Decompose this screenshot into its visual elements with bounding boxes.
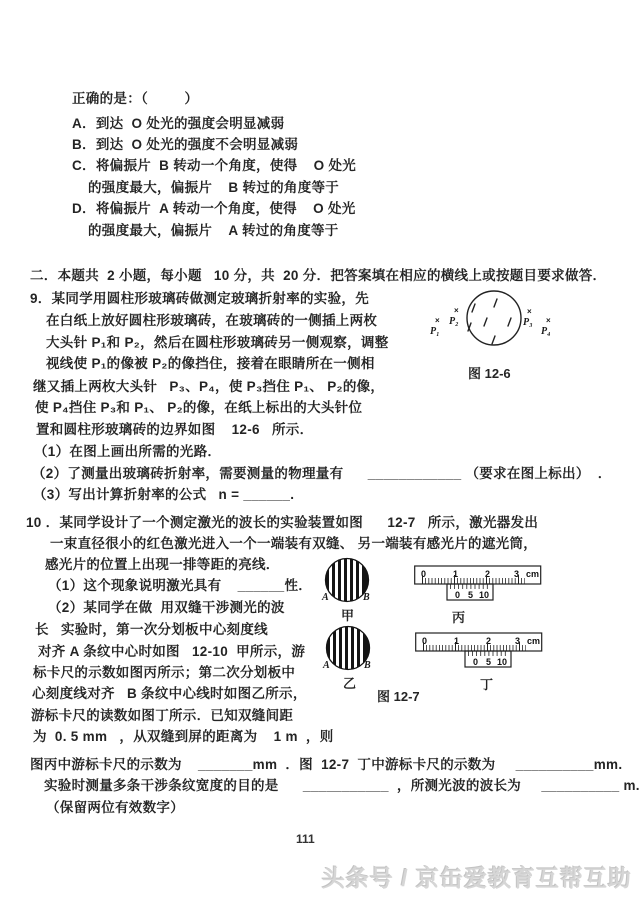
vernier-number: 5 xyxy=(486,657,492,667)
ruler-unit: cm xyxy=(526,569,540,579)
q9-line-2: 在白纸上放好圆柱形玻璃砖，在玻璃砖的一侧插上两枚 xyxy=(46,313,378,328)
figure-bing-caption: 丙 xyxy=(452,610,466,625)
q10-left-line-4: 标卡尺的示数如图丙所示；第二次分划板中 xyxy=(33,665,296,680)
q9-item-1: （1）在图上画出所需的光路． xyxy=(34,444,222,459)
pin-cross-icon: × xyxy=(435,316,440,325)
pin-label-p4: P₄ xyxy=(541,326,551,337)
q10-item-1: （1）这个现象说明激光具有 ______性． xyxy=(48,578,313,593)
q8-option-b: B．到达 O 处光的强度不会明显减弱 xyxy=(72,137,299,152)
q10-tail-line-2: 实验时测量多条干涉条纹宽度的目的是 ___________ ，所测光波的波长为 __________ m. xyxy=(44,778,640,793)
vernier-caliper-ding xyxy=(415,632,545,672)
q8-option-c-line1: C．将偏振片 B 转动一个角度，使得 O 处光 xyxy=(72,158,357,173)
fringe-label-b: B xyxy=(363,592,370,603)
q10-left-line-6: 游标卡尺的读数如图丁所示．已知双缝间距 xyxy=(31,708,294,723)
q10-tail-line-1: 图丙中游标卡尺的示数为 _______mm ．图 12-7 丁中游标卡尺的示数为 __________mm. xyxy=(30,757,623,772)
q10-left-line-3: 对齐 A 条纹中心时如图 12-10 甲所示，游 xyxy=(38,644,306,659)
pin-label-p1: P₁ xyxy=(430,326,440,337)
q8-option-c-line2: 的强度最大，偏振片 B 转过的角度等于 xyxy=(88,180,340,195)
q9-line-4: 视线使 P₁的像被 P₂的像挡住，接着在眼睛所在一侧相 xyxy=(46,356,375,371)
figure-yi-caption: 乙 xyxy=(343,676,357,691)
q10-line-1: 10 ．某同学设计了一个测定激光的波长的实验装置如图 12-7 所示，激光器发出 xyxy=(26,515,539,530)
figure-12-7-caption: 图 12-7 xyxy=(377,689,420,704)
figure-12-6-glass-brick xyxy=(428,288,564,350)
figure-12-6-caption: 图 12-6 xyxy=(468,366,511,381)
fringe-label-a: A xyxy=(322,592,329,603)
q9-line-1: 9．某同学用圆柱形玻璃砖做测定玻璃折射率的实验，先 xyxy=(30,291,370,306)
figure-ding-caption: 丁 xyxy=(480,677,494,692)
vernier-number: 5 xyxy=(468,590,474,600)
figure-jia-caption: 甲 xyxy=(341,608,355,623)
vernier-number: 0 xyxy=(455,590,461,600)
ruler-number: 3 xyxy=(514,569,520,579)
q8-prompt: 正确的是：（ ） xyxy=(72,91,199,106)
q10-line-3: 感光片的位置上出现一排等距的亮线． xyxy=(45,557,280,572)
q9-item-3: （3）写出计算折射率的公式 n = ______. xyxy=(33,487,295,502)
ruler-number: 2 xyxy=(486,636,492,646)
q10-line-2: 一束直径很小的红色激光进入一个一端装有双缝、 另一端装有感光片的遮光筒， xyxy=(50,536,538,551)
q10-left-line-2: 长 实验时，第一次分划板中心刻度线 xyxy=(35,622,268,637)
vernier-caliper-bing xyxy=(414,565,544,605)
vernier-number: 10 xyxy=(497,657,508,667)
ruler-unit: cm xyxy=(527,636,541,646)
ruler-number: 3 xyxy=(515,636,521,646)
q10-left-line-1: （2）某同学在做 用双缝干涉测光的波 xyxy=(48,600,285,615)
pin-label-p3: P₃ xyxy=(523,317,533,328)
vernier-slider xyxy=(465,651,511,667)
vernier-slider xyxy=(447,584,493,600)
vernier-number: 0 xyxy=(473,657,479,667)
pin-cross-icon: × xyxy=(454,306,459,315)
q8-option-d-line1: D．将偏振片 A 转动一个角度，使得 O 处光 xyxy=(72,201,356,216)
fringe-label-a: A xyxy=(323,660,330,671)
ruler-number: 1 xyxy=(453,569,459,579)
ruler-number: 0 xyxy=(421,569,427,579)
ruler-number: 1 xyxy=(454,636,460,646)
q8-option-a: A．到达 O 处光的强度会明显减弱 xyxy=(72,116,285,131)
pin-cross-icon: × xyxy=(546,316,551,325)
ruler-number: 0 xyxy=(422,636,428,646)
page-number: 111 xyxy=(296,832,315,846)
section-2-header: 二．本题共 2 小题，每小题 10 分，共 20 分．把答案填在相应的横线上或按题目要求做答． xyxy=(30,268,607,283)
q10-left-line-5: 心刻度线对齐 B 条纹中心线时如图乙所示， xyxy=(32,686,307,701)
q8-option-d-line2: 的强度最大，偏振片 A 转过的角度等于 xyxy=(88,223,339,238)
pin-label-p2: P₂ xyxy=(449,316,459,327)
ruler-number: 2 xyxy=(485,569,491,579)
q9-line-5: 继又插上两枚大头针 P₃、P₄，使 P₃挡住 P₁、 P₂的像， xyxy=(33,379,385,394)
q9-item-2: （2）了测量出玻璃砖折射率，需要测量的物理量有 ____________ （要求在图上标出） ． xyxy=(32,466,612,481)
vernier-number: 10 xyxy=(479,590,490,600)
q9-line-7: 置和圆柱形玻璃砖的边界如图 12-6 所示． xyxy=(36,422,314,437)
q10-tail-line-3: （保留两位有效数字） xyxy=(46,800,184,815)
q9-line-6: 使 P₄挡住 P₃和 P₁、 P₂的像，在纸上标出的大头针位 xyxy=(35,400,363,415)
q9-line-3: 大头针 P₁和 P₂，然后在圆柱形玻璃砖另一侧观察，调整 xyxy=(46,335,389,350)
q10-left-line-7: 为 0. 5 mm ，从双缝到屏的距离为 1 m ，则 xyxy=(33,729,334,744)
fringe-label-b: B xyxy=(364,660,371,671)
pin-cross-icon: × xyxy=(527,307,532,316)
watermark-text: 头条号 / 京缶爱教育互帮互助 xyxy=(321,865,632,891)
